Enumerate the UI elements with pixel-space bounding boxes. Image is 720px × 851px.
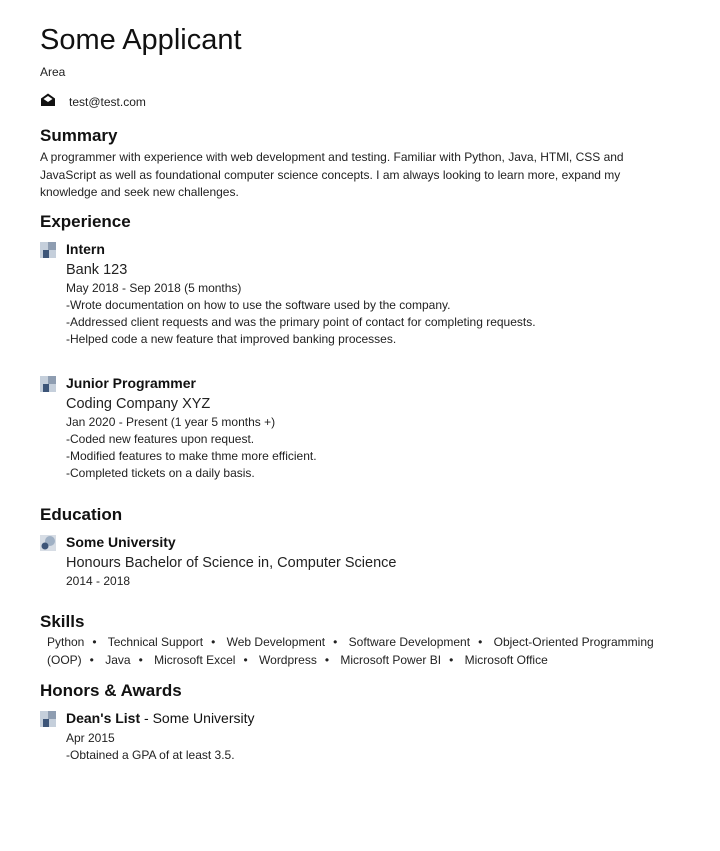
skill-separator: • [211, 635, 216, 649]
award-title-line [66, 709, 676, 727]
skill-item: Microsoft Office [464, 652, 548, 667]
skill-separator: • [333, 635, 338, 649]
skill-separator: • [478, 635, 483, 649]
company-logo-icon [40, 242, 56, 258]
skill-separator: • [138, 652, 143, 667]
honors-heading: Honors & Awards [40, 681, 182, 700]
email-link[interactable]: test@test.com [69, 95, 146, 109]
company-logo-icon [40, 376, 56, 392]
degree-name: Honours Bachelor of Science in, Computer Science [66, 555, 397, 571]
job-bullet: -Addressed client requests and was the primary point of contact for completing requests. [66, 315, 536, 329]
summary-text: A programmer with experience with web development and testing. Familiar with Python, Java, HTMl, CSS and JavaScript as well as foundational computer science concepts. I am always looking to learn more, expand my knowledge and seek new challenges. [40, 150, 624, 199]
applicant-name: Some Applicant [40, 24, 242, 56]
job-title: Junior Programmer [66, 375, 196, 391]
skill-item: Software Development [348, 635, 471, 649]
job-dates: Jan 2020 - Present (1 year 5 months +) [66, 415, 276, 429]
education-dates: 2014 - 2018 [66, 574, 131, 588]
award-issuer: - Some University [140, 710, 255, 726]
contact-row [40, 94, 146, 110]
award-title: Dean's List [66, 710, 141, 726]
job-bullet: -Completed tickets on a daily basis. [66, 466, 255, 480]
skill-item: Microsoft Excel [154, 652, 236, 667]
award-date: Apr 2015 [66, 731, 115, 745]
skill-item: Web Development [226, 635, 326, 649]
skill-item: Wordpress [259, 652, 317, 667]
email-icon [40, 92, 56, 113]
education-heading: Education [40, 505, 123, 524]
school-logo-icon [40, 535, 56, 551]
job-bullet: -Helped code a new feature that improved banking processes. [66, 332, 397, 346]
job-bullet: -Wrote documentation on how to use the software used by the company. [66, 298, 451, 312]
skill-separator: • [449, 652, 454, 667]
applicant-area: Area [40, 65, 66, 79]
skill-item: Java [105, 652, 131, 667]
summary-heading: Summary [40, 126, 118, 145]
award-logo-icon [40, 711, 56, 727]
skill-separator: • [243, 652, 248, 667]
job-dates: May 2018 - Sep 2018 (5 months) [66, 281, 242, 295]
school-name: Some University [66, 534, 176, 550]
skill-separator: • [324, 652, 330, 667]
skill-item: Technical Support [107, 635, 204, 649]
skill-separator: • [89, 652, 94, 667]
company-name: Bank 123 [66, 262, 128, 278]
award-bullet: -Obtained a GPA of at least 3.5. [66, 748, 235, 762]
skill-item: Object-Oriented Programming (OOP) [47, 635, 654, 667]
experience-heading: Experience [40, 212, 131, 231]
company-name: Coding Company XYZ [66, 396, 211, 412]
job-title: Intern [66, 241, 105, 257]
skills-list [47, 634, 667, 669]
job-bullet: -Coded new features upon request. [66, 432, 255, 446]
skills-heading: Skills [40, 612, 85, 631]
skill-item: Python [47, 635, 85, 649]
skill-item: Microsoft Power BI [340, 652, 442, 667]
skill-separator: • [92, 635, 97, 649]
job-bullet: -Modified features to make thme more efficient. [66, 449, 317, 463]
